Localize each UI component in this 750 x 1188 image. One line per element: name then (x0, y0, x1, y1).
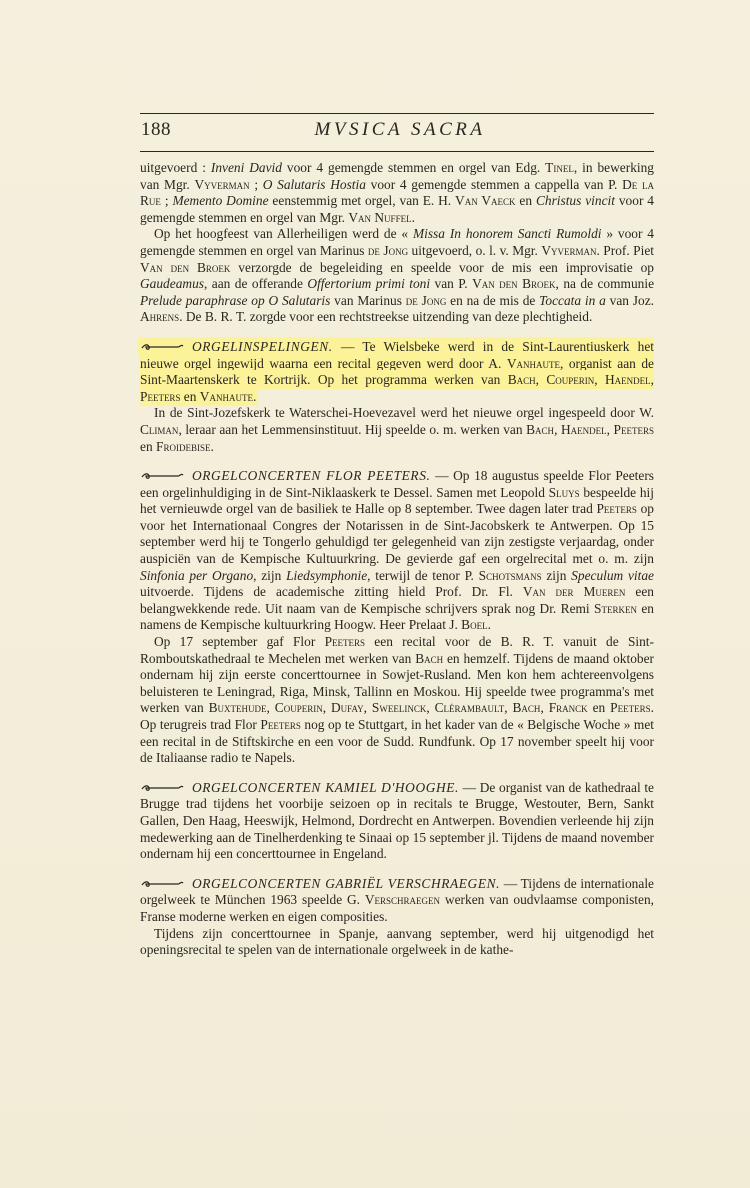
section-paragraph: In de Sint-Jozefskerk te Waterschei-Hoevezavel werd het nieuwe orgel ingespeeld door W. Climan, leraar aan het Lemmensinstituut. Hij speelde o. m. werken van Bach, Haendel, Peeters en Froidebise. (140, 405, 654, 454)
title-italic: Prelude paraphrase op O Salutaris (140, 292, 331, 308)
section-title: ORGELCONCERTEN KAMIEL D'HOOGHE. (192, 779, 459, 795)
section-paragraph: ORGELCONCERTEN KAMIEL D'HOOGHE. — De organist van de kathedraal te Brugge trad tijdens het voorbije seizoen op in recitals te Brugge, Westouter, Bern, Sankt Gallen, Den Haag, Heeswijk, Helmond, Dordrecht en Antwerpen. Bovendien verleende hij zijn medewerking aan de Tinelherdenking te Sinaai op 15 september jl. Tijdens de maand november ondernam hij een concerttournee in Engeland. (140, 779, 654, 862)
title-italic: Liedsymphonie (286, 567, 368, 583)
section-orgelinspelingen (140, 339, 654, 455)
name-smallcaps: Peeters (613, 421, 654, 437)
title-italic: Gaudeamus (140, 276, 204, 292)
name-smallcaps: Couperin (546, 372, 595, 388)
title-italic: Toccata in a (539, 292, 606, 308)
title-italic: Speculum vitae (571, 567, 654, 583)
intro-paragraph-2: Op het hoogfeest van Allerheiligen werd de « Missa In honorem Sancti Rumoldi » voor 4 gemengde stemmen en orgel van Marinus de Jong uitgevoerd, o. l. v. Mgr. Vyverman. Prof. Piet Van den Broek verzorgde de begeleiding en speelde voor de mis een improvisatie op Gaudeamus, aan de offerande Offertorium primi toni van P. Van den Broek, na de communie Prelude paraphrase op O Salutaris van Marinus de Jong en na de mis de Toccata in a van Joz. Ahrens. De B. R. T. zorgde voor een rechtstreekse uitzending van deze plechtigheid. (140, 226, 655, 325)
section-title: ORGELINSPELINGEN. (192, 338, 333, 354)
name-smallcaps: Schotsmans (478, 567, 542, 583)
name-smallcaps: De la Rue (140, 176, 654, 209)
name-smallcaps: Bach (415, 650, 444, 666)
ornament-swash-icon (140, 783, 184, 793)
name-smallcaps: Peeters (610, 700, 651, 716)
name-smallcaps: Froidebise (156, 438, 211, 454)
name-smallcaps: Peeters (140, 388, 181, 404)
running-title: MVSICA SACRA (314, 119, 486, 140)
intro-paragraph-1: uitgevoerd : Inveni David voor 4 gemengde stemmen en orgel van Edg. Tinel, in bewerking van Mgr. Vyverman ; O Salutaris Hostia voor 4 gemengde stemmen a cappella van P. De la Rue ; Memento Domine eenstemmig met orgel, van E. H. Van Vaeck en Christus vincit voor 4 gemengde stemmen en orgel van Mgr. Van Nuffel. (140, 160, 654, 225)
section-title: ORGELCONCERTEN GABRIËL VERSCHRAEGEN. (192, 875, 501, 891)
section-paragraph: ORGELCONCERTEN FLOR PEETERS. — Op 18 augustus speelde Flor Peeters een orgelinhuldiging in de Sint-Niklaaskerk te Dessel. Samen met Leopold Sluys bespeelde hij het vernieuwde orgel van de basiliek te Halle op 8 september. Twee dagen later trad Peeters op voor het Internationaal Congres der Notarissen in de Sint-Jacobskerk te Antwerpen. Op 15 september werd hij te Tongerlo gehuldigd ter gelegenheid van zijn zestigste verjaardag, onder auspiciën van de Kempische Kultuurkring. De gevierde gaf een orgelrecital met o. m. zijn Sinfonia per Organo, zijn Liedsymphonie, terwijl de tenor P. Schotsmans zijn Speculum vitae uitvoerde. Tijdens de academische zitting hield Prof. Dr. Fl. Van der Mueren een belangwekkende rede. Uit naam van de Kempische schrijvers sprak nog Dr. Remi Sterken en namens de Kempische kultuurkring Hoogw. Heer Prelaat J. Boel. (140, 468, 655, 633)
name-smallcaps: de Jong (405, 292, 447, 308)
section-gabriel-verschraegen (140, 876, 654, 959)
ornament-swash-icon (140, 879, 184, 889)
name-smallcaps: de Jong (367, 242, 409, 258)
name-smallcaps: Sluys (548, 484, 580, 500)
page-number: 188 (141, 119, 171, 140)
name-smallcaps: Peeters (260, 717, 301, 732)
header-top-rule (140, 113, 654, 114)
name-smallcaps: Clérambault (434, 700, 505, 716)
name-smallcaps: Vanhaute (506, 355, 560, 371)
name-smallcaps: Van den Broek (140, 259, 231, 275)
name-smallcaps: Bach (507, 372, 536, 388)
name-smallcaps: Verschraegen (364, 892, 441, 908)
name-smallcaps: Tinel (545, 160, 574, 175)
name-smallcaps: Vanhaute (199, 388, 253, 404)
name-smallcaps: Sweelinck (371, 700, 427, 716)
name-smallcaps: Haendel (560, 421, 607, 437)
name-smallcaps: Boel (461, 617, 488, 633)
section-flor-peeters (140, 468, 654, 767)
name-smallcaps: Van Vaeck (455, 193, 516, 209)
name-smallcaps: Franck (548, 700, 588, 716)
name-smallcaps: Sterken (594, 600, 637, 616)
ornament-swash-icon (140, 471, 184, 481)
header-bottom-rule (140, 151, 654, 152)
title-italic: Offertorium primi toni (307, 276, 431, 292)
name-smallcaps: Bach (512, 700, 541, 716)
title-italic: Christus vincit (535, 193, 615, 209)
section-paragraph (140, 339, 654, 405)
name-smallcaps: Ahrens (140, 309, 180, 325)
section-paragraph: ORGELCONCERTEN GABRIËL VERSCHRAEGEN. — Tijdens de internationale orgelweek te München 1963 speelde G. Verschraegen werken van oudvlaamse componisten, Franse moderne werken en eigen composities. (140, 875, 654, 924)
name-smallcaps: Climan (140, 421, 179, 437)
name-smallcaps: Dufay (330, 700, 364, 716)
name-smallcaps: Vyverman (541, 242, 597, 258)
title-italic: Sinfonia per Organo (140, 567, 254, 583)
name-smallcaps: Van Nuffel (348, 209, 412, 225)
name-smallcaps: Haendel (604, 372, 651, 388)
ornament-swash-icon (140, 342, 184, 352)
name-smallcaps: Bach (526, 421, 555, 437)
name-smallcaps: Van der Mueren (522, 584, 626, 600)
name-smallcaps: Vyverman (194, 176, 250, 192)
section-kamiel-dhooghe (140, 780, 654, 863)
title-italic: Missa In honorem Sancti Rumoldi (412, 226, 602, 242)
name-smallcaps: Buxtehude (208, 700, 267, 716)
name-smallcaps: Peeters (324, 634, 366, 650)
title-italic: Inveni David (210, 160, 282, 175)
section-paragraph: Tijdens zijn concerttournee in Spanje, aanvang september, werd hij uitgenodigd het openingsrecital te spelen van de internationale orgelweek in de kathe- (140, 925, 654, 958)
article-body (140, 160, 654, 959)
title-italic: O Salutaris Hostia (262, 176, 366, 192)
name-smallcaps: Van den Broek (472, 276, 556, 292)
name-smallcaps: Peeters (596, 501, 637, 517)
section-paragraph: Op 17 september gaf Flor Peeters een recital voor de B. R. T. vanuit de Sint-Romboutskathedraal te Mechelen met werken van Bach en hemzelf. Tijdens de maand oktober ondernam hij zijn eerste concerttournee in Sowjet-Rusland. Men kon hem achtereenvolgens beluisteren te Leningrad, Riga, Minsk, Tallinn en Moskou. Hij speelde twee programma's met werken van Buxtehude, Couperin, Dufay, Sweelinck, Clérambault, Bach, Franck en Peeters. Op terugreis trad Flor Peeters nog op te Stuttgart, in het kader van de « Belgische Woche » met een recital in de Stiftskirche en een voor de Sudd. Rundfunk. Op 17 november speelt hij voor de Italiaanse radio te Napels. (140, 634, 654, 766)
sections-container (140, 339, 654, 959)
highlighted-text: ORGELINSPELINGEN. — Te Wielsbeke werd in de Sint-Laurentiuskerk het nieuwe orgel ingewijd waarna een recital gegeven werd door A. Vanhaute, organist aan de Sint-Maartenskerk te Kortrijk. Op het programma werken van Bach, Couperin, Haendel, Peeters en Vanhaute. (140, 338, 655, 404)
name-smallcaps: Couperin (274, 700, 323, 716)
section-title: ORGELCONCERTEN FLOR PEETERS. (192, 468, 431, 484)
title-italic: Memento Domine (172, 193, 269, 209)
